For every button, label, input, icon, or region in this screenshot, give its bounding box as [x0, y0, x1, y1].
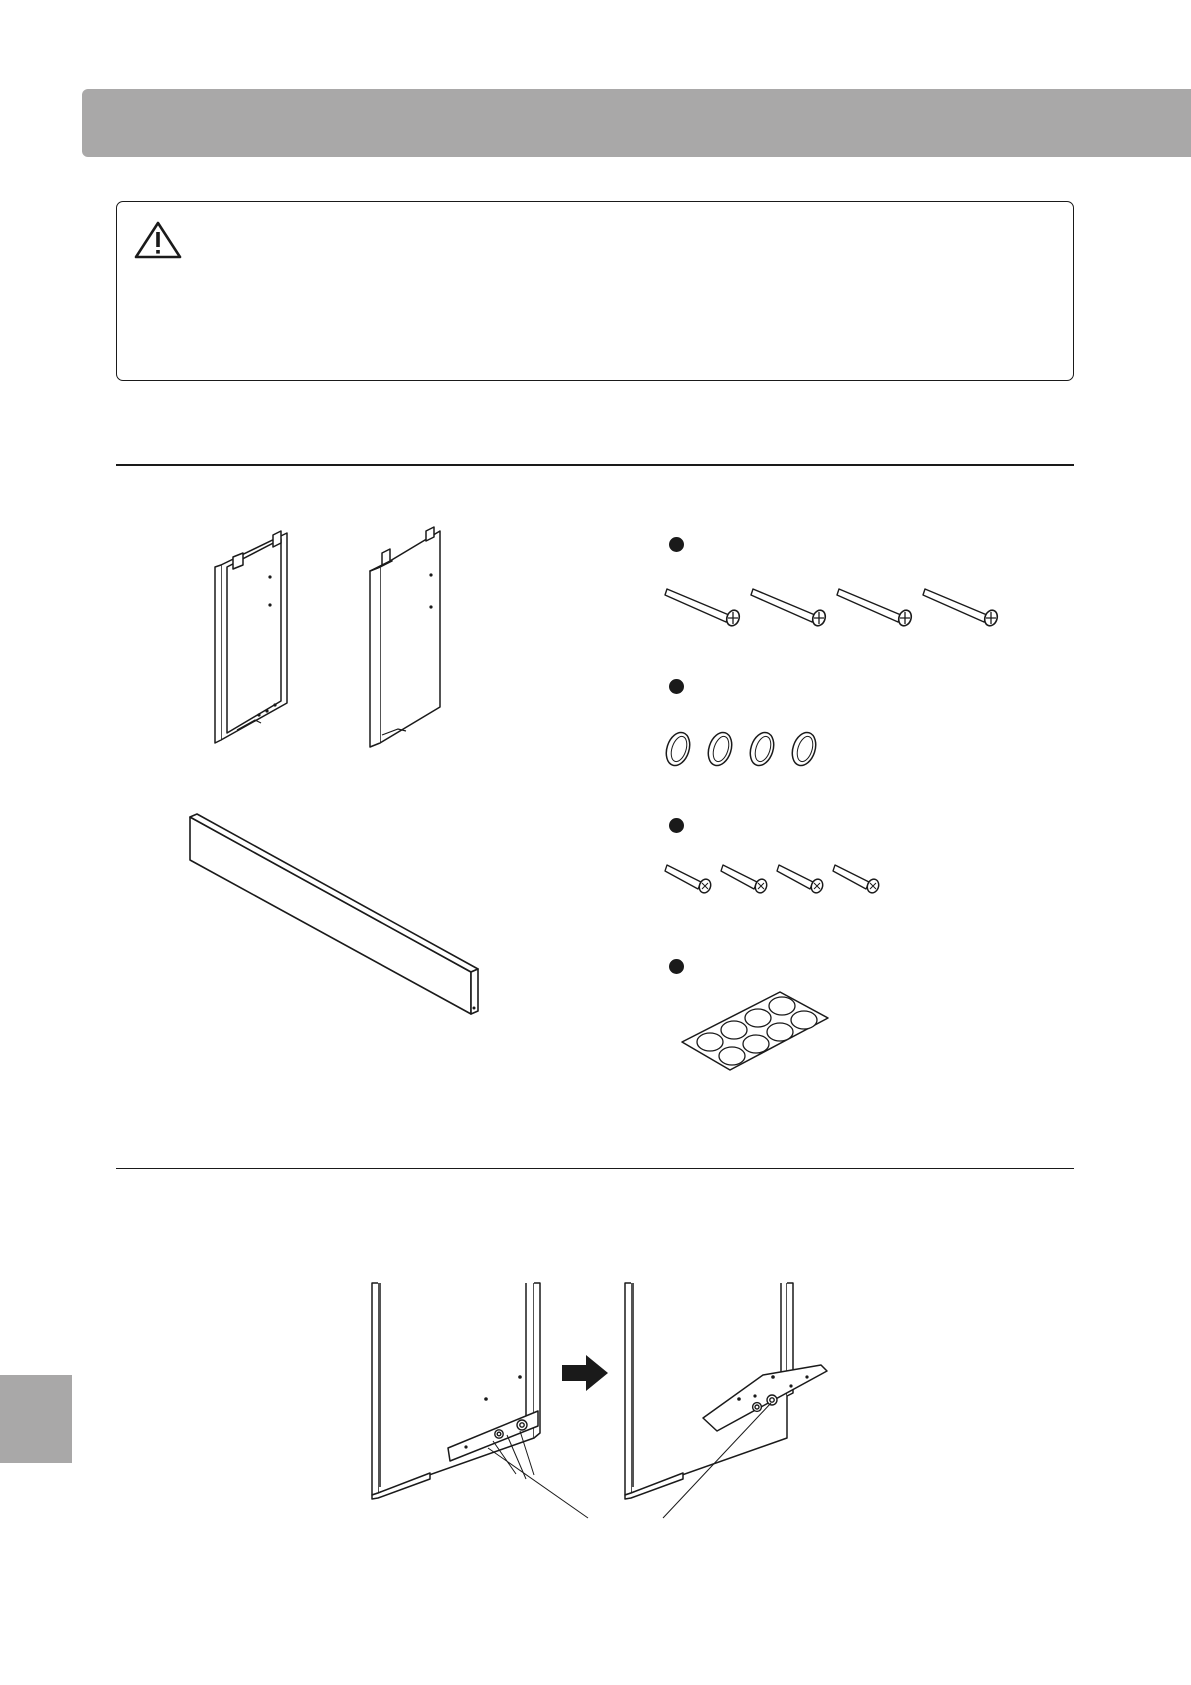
- short-screw: [721, 865, 769, 894]
- felt-pad: [767, 1023, 793, 1041]
- side-panel-right: [368, 525, 450, 750]
- short-screws: [665, 862, 895, 900]
- long-screws: [665, 585, 1005, 630]
- back-board: [185, 812, 485, 1020]
- header-bar: [82, 89, 1191, 157]
- washer: [704, 729, 735, 768]
- long-screw: [665, 589, 741, 628]
- assembly-step-before: [368, 1283, 548, 1528]
- warning-triangle-icon: [133, 220, 183, 260]
- side-panel-left: [215, 525, 295, 750]
- washer: [662, 729, 693, 768]
- arrow-right-icon: [562, 1355, 608, 1391]
- long-screw: [923, 589, 999, 628]
- washer: [788, 729, 819, 768]
- assembly-step-after: [621, 1283, 831, 1528]
- washers: [664, 729, 834, 769]
- washer: [746, 729, 777, 768]
- side-tab: [0, 1375, 72, 1463]
- felt-pad: [745, 1009, 771, 1027]
- long-screw: [837, 589, 913, 628]
- felt-pad: [721, 1021, 747, 1039]
- short-screw: [665, 865, 713, 894]
- felt-pad: [697, 1033, 723, 1051]
- bullet-dot-icon: [669, 959, 684, 974]
- warning-box: [116, 201, 1074, 381]
- felt-pads-sheet: [680, 990, 830, 1075]
- bullet-dot-icon: [669, 679, 684, 694]
- felt-pad: [719, 1047, 745, 1065]
- bullet-dot-icon: [669, 537, 684, 552]
- felt-pad: [743, 1035, 769, 1053]
- long-screw: [751, 589, 827, 628]
- bullet-dot-icon: [669, 818, 684, 833]
- felt-pad: [791, 1011, 817, 1029]
- felt-pad: [769, 997, 795, 1015]
- short-screw: [833, 865, 881, 894]
- short-screw: [777, 865, 825, 894]
- section-divider-assembly: [116, 1168, 1074, 1169]
- section-divider-parts: [116, 464, 1074, 466]
